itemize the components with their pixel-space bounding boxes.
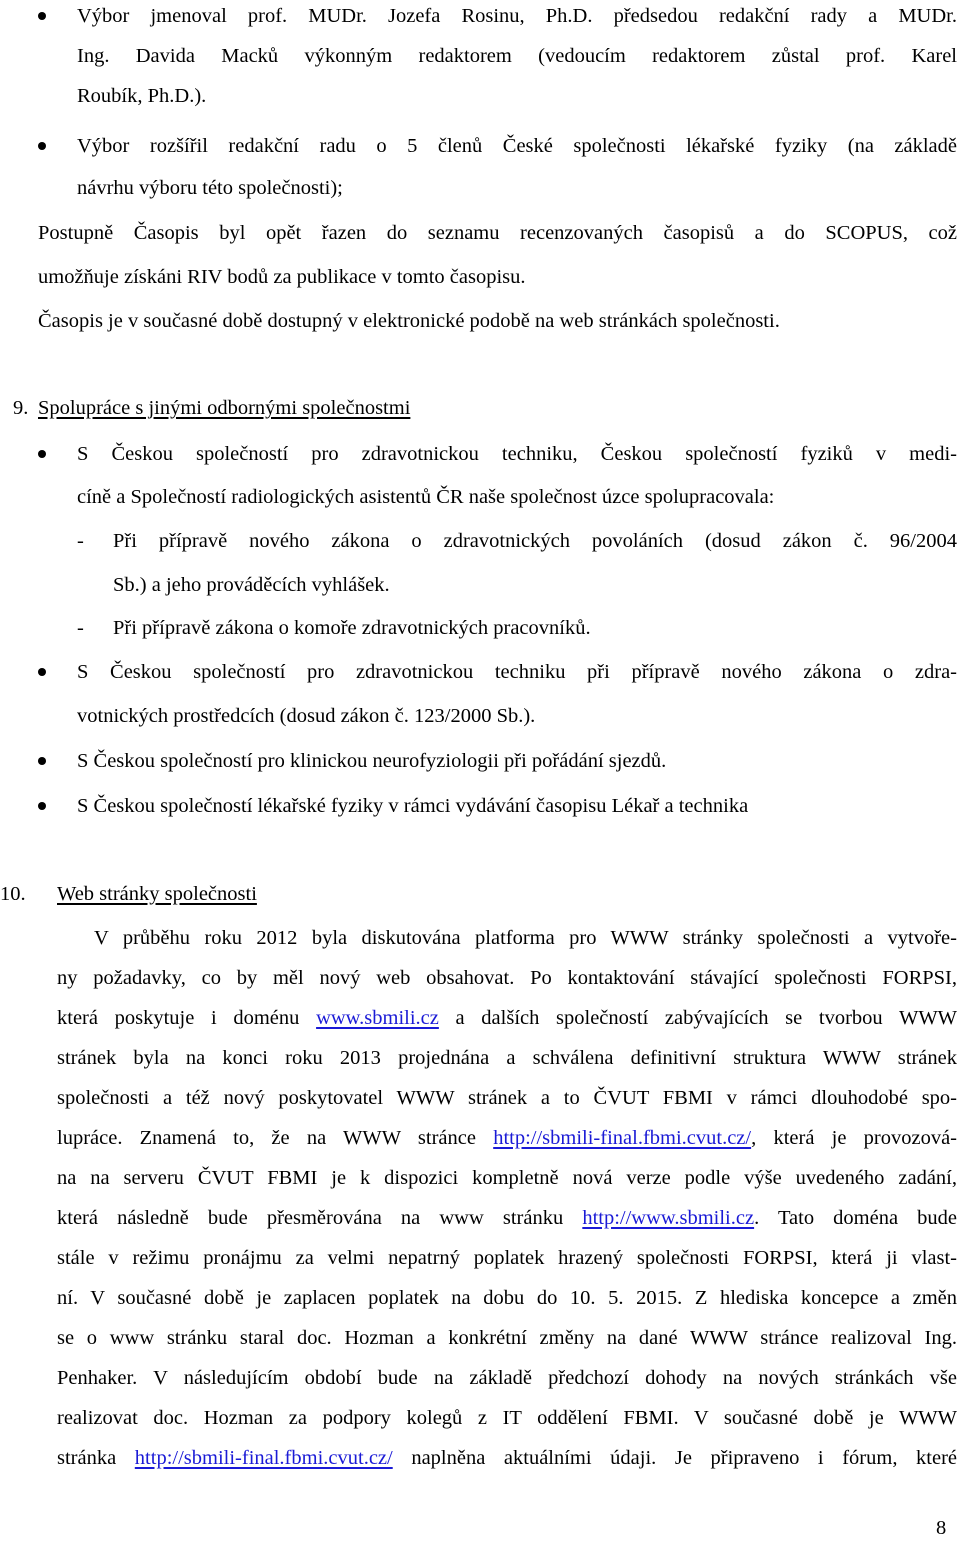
text-line: na na serveru ČVUT FBMI je k dispozici kompletně nová verze podle výše uvedeného zadání, — [57, 1167, 957, 1189]
dash-marker: - — [77, 530, 84, 552]
text-line: Časopis je v současné době dostupný v elektronické podobě na web stránkách společnosti. — [38, 310, 780, 332]
text-line: ní. V současné době je zaplacen poplatek na dobu do 10. 5. 2015. Z hlediska koncepce a změn — [57, 1287, 957, 1309]
text-line: umožňuje získáni RIV bodů za publikace v tomto časopisu. — [38, 266, 526, 288]
text-line: Penhaker. V následujícím období bude na základě předchozí dohody na nových stránkách vše — [57, 1367, 957, 1389]
text-line: S Českou společností lékařské fyziky v rámci vydávání časopisu Lékař a technika — [77, 795, 749, 817]
text-line — [57, 1446, 957, 1470]
text-line: V průběhu roku 2012 byla diskutována platforma pro WWW stránky společnosti a vytvoře- — [94, 927, 957, 949]
text-line: návrhu výboru této společnosti); — [77, 177, 343, 199]
bullet-icon — [38, 757, 46, 765]
bullet-icon — [38, 450, 46, 458]
section-heading: Spolupráce s jinými odbornými společnostmi — [38, 397, 411, 419]
text-line: se o www stránku staral doc. Hozman a konkrétní změny na dané WWW stránce realizoval Ing. — [57, 1327, 957, 1349]
section-heading: Web stránky společnosti — [57, 883, 257, 905]
text-line: ny požadavky, co by měl nový web obsahovat. Po kontaktování stávající společnosti FORPSI, — [57, 967, 957, 989]
text-fragment: která následně bude přesměrována na www stránku — [57, 1207, 564, 1229]
text-line: Roubík, Ph.D.). — [77, 85, 207, 107]
text-fragment: která poskytuje i doménu — [57, 1007, 300, 1029]
text-fragment: naplněna aktuálními údaji. Je připraveno i fórum, které — [411, 1447, 958, 1469]
text-line: votnických prostředcích (dosud zákon č. 123/2000 Sb.). — [77, 705, 536, 727]
dash-marker: - — [77, 617, 84, 639]
text-fragment: lupráce. Znamená to, že na WWW stránce — [57, 1127, 476, 1149]
text-fragment: , která je provozová- — [751, 1127, 957, 1149]
text-line — [57, 1126, 957, 1150]
text-line: S Českou společností pro zdravotnickou techniku při přípravě nového zákona o zdra- — [77, 661, 957, 683]
section-number: 9. — [13, 397, 29, 419]
text-line: Sb.) a jeho prováděcích vyhlášek. — [113, 574, 390, 596]
sbmili-link[interactable]: www.sbmili.cz — [316, 1007, 439, 1029]
bullet-icon — [38, 12, 46, 20]
text-line: S Českou společností pro zdravotnickou techniku, Českou společností fyziků v medi- — [77, 443, 957, 465]
text-line: Výbor jmenoval prof. MUDr. Jozefa Rosinu, Ph.D. předsedou redakční rady a MUDr. — [77, 5, 957, 27]
text-line: Při přípravě nového zákona o zdravotnických povoláních (dosud zákon č. 96/2004 — [113, 530, 957, 552]
sbmili-www-link[interactable]: http://www.sbmili.cz — [582, 1207, 755, 1229]
text-line: realizovat doc. Hozman za podpory kolegů z IT oddělení FBMI. V současné době je WWW — [57, 1407, 957, 1429]
bullet-icon — [38, 802, 46, 810]
text-line: cíně a Společností radiologických asistentů ČR naše společnost úzce spolupracovala: — [77, 486, 775, 508]
text-line: společnosti a též nový poskytovatel WWW stránek a to ČVUT FBMI v rámci dlouhodobé spo- — [57, 1087, 957, 1109]
text-line: Postupně Časopis byl opět řazen do seznamu recenzovaných časopisů a do SCOPUS, což — [38, 222, 957, 244]
text-line — [57, 1206, 957, 1230]
text-line: S Českou společností pro klinickou neurofyziologii při pořádání sjezdů. — [77, 750, 667, 772]
section-number: 10. — [0, 883, 26, 905]
text-line: stránek byla na konci roku 2013 projednána a schválena definitivní struktura WWW stránek — [57, 1047, 957, 1069]
text-line: stále v režimu pronájmu za velmi nepatrný poplatek hrazený společnosti FORPSI, která ji vlast- — [57, 1247, 957, 1269]
sbmili-final-link-2[interactable]: http://sbmili-final.fbmi.cvut.cz/ — [134, 1447, 393, 1469]
bullet-icon — [38, 142, 46, 150]
text-line: Výbor rozšířil redakční radu o 5 členů České společnosti lékařské fyziky (na základě — [77, 135, 957, 157]
sbmili-final-link[interactable]: http://sbmili-final.fbmi.cvut.cz/ — [493, 1127, 752, 1149]
text-fragment: stránka — [57, 1447, 117, 1469]
text-line — [57, 1006, 957, 1030]
text-line: Při přípravě zákona o komoře zdravotnických pracovníků. — [113, 617, 591, 639]
bullet-icon — [38, 668, 46, 676]
text-fragment: . Tato doména bude — [754, 1207, 958, 1229]
page-number: 8 — [936, 1517, 947, 1539]
text-fragment: a dalších společností zabývajících se tvorbou WWW — [455, 1007, 958, 1029]
text-line: Ing. Davida Macků výkonným redaktorem (vedoucím redaktorem zůstal prof. Karel — [77, 45, 957, 67]
